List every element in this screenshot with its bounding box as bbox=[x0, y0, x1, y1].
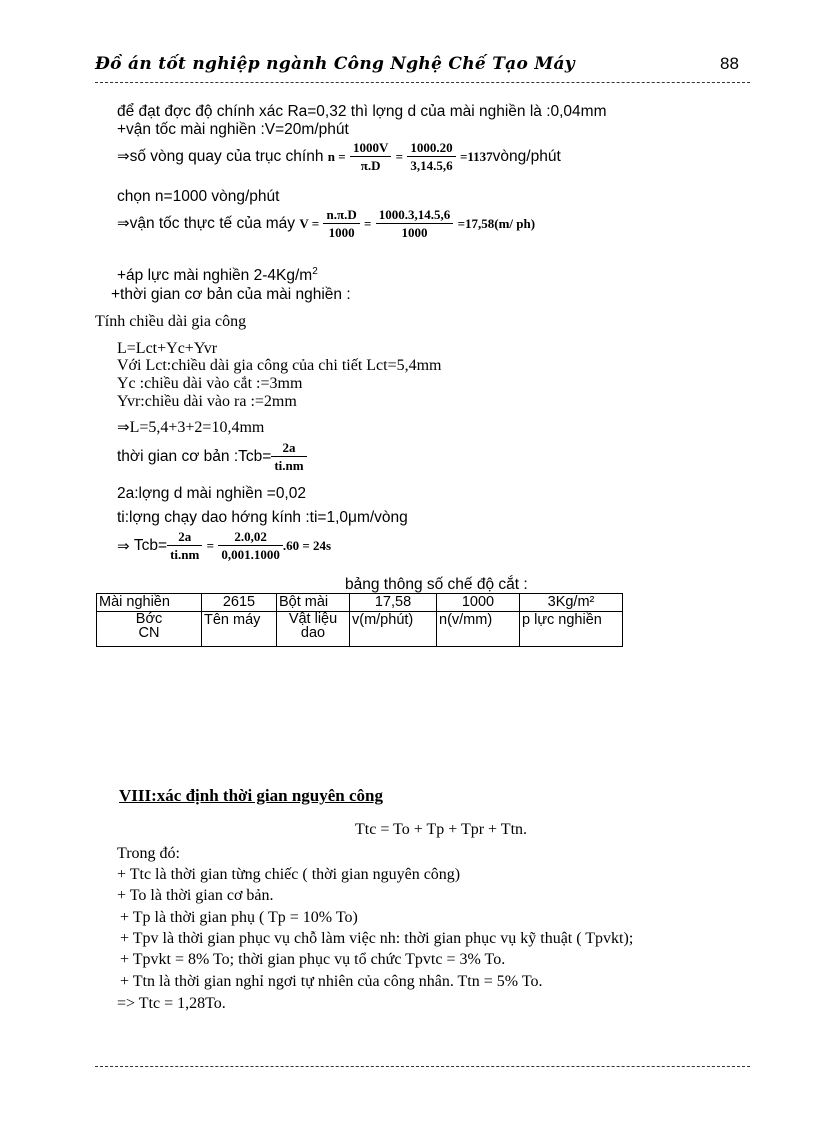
fraction-den: 3,14.5,6 bbox=[410, 158, 453, 173]
fraction-tcb-1 bbox=[167, 529, 202, 563]
table-cell: 2615 bbox=[202, 594, 277, 612]
table-cell: Bột mài bbox=[277, 594, 350, 612]
tcb-label: Tcb= bbox=[133, 537, 168, 554]
body-line-7: +thời gian cơ bản của mài nghiền : bbox=[111, 286, 351, 303]
rpm-formula bbox=[117, 140, 561, 174]
eq-n: n = bbox=[327, 149, 346, 164]
table-cell: 17,58 bbox=[350, 594, 437, 612]
table-cell: n(v/mm) bbox=[437, 612, 520, 647]
rpm-label: số vòng quay của trục chính bbox=[129, 148, 324, 166]
rpm-result: =1137 bbox=[459, 149, 493, 164]
rpm-unit: vòng/phút bbox=[492, 148, 561, 166]
implies-arrow-icon: ⇒ bbox=[117, 147, 130, 166]
section-line-1: + Ttc là thời gian từng chiếc ( thời gian nguyên công) bbox=[117, 866, 461, 883]
fraction-rpm-2 bbox=[407, 140, 455, 174]
fraction-tcb-2 bbox=[218, 529, 283, 563]
body-line-15: 2a:lợng d mài nghiền =0,02 bbox=[117, 485, 306, 502]
table-cell: 3Kg/m² bbox=[520, 594, 623, 612]
table-cell: Mài nghiền bbox=[97, 594, 202, 612]
fraction-den: ti.nm bbox=[170, 547, 200, 562]
speed-label: vận tốc thực tế của máy bbox=[129, 215, 296, 233]
fraction-num: 1000.20 bbox=[407, 140, 455, 157]
table-cell: p lực nghiền bbox=[520, 612, 623, 647]
table-row bbox=[97, 612, 623, 647]
fraction-den: 1000 bbox=[328, 225, 355, 240]
implies-arrow-icon: ⇒ bbox=[117, 537, 130, 555]
eq-sign: = bbox=[395, 149, 404, 164]
tcb-result: .60 = 24s bbox=[282, 538, 332, 553]
implies-arrow-icon: ⇒ bbox=[117, 214, 130, 233]
pressure-text: +áp lực mài nghiền 2-4Kg/m bbox=[117, 267, 313, 285]
table-row bbox=[97, 594, 623, 612]
basic-time-label: thời gian cơ bản :Tcb= bbox=[117, 448, 272, 465]
eq-v: V = bbox=[299, 216, 320, 231]
body-line-9: L=Lct+Yc+Yvr bbox=[117, 340, 218, 357]
table-cell: Vật liệu dao bbox=[277, 612, 350, 647]
table-cell: v(m/phút) bbox=[350, 612, 437, 647]
table-caption: bảng thông số chế độ cắt : bbox=[345, 576, 528, 593]
fraction-den: 1000 bbox=[401, 225, 428, 240]
header-divider bbox=[95, 82, 750, 83]
speed-formula bbox=[117, 207, 535, 241]
header-title: Đồ án tốt nghiệp ngành Công Nghệ Chế Tạo Máy bbox=[95, 54, 575, 74]
fraction-speed-2 bbox=[376, 207, 454, 241]
time-formula: Ttc = To + Tp + Tpr + Ttn. bbox=[355, 821, 528, 838]
fraction-num: 1000.3,14.5,6 bbox=[376, 207, 454, 224]
section-line-5: + Tpvkt = 8% To; thời gian phục vụ tổ chức Tpvtc = 3% To. bbox=[120, 951, 506, 968]
section-line-7: => Ttc = 1,28To. bbox=[117, 995, 226, 1012]
fraction-num: 2.0,02 bbox=[218, 529, 283, 546]
fraction-basic-time bbox=[271, 440, 306, 474]
fraction-speed-1 bbox=[323, 207, 359, 241]
body-line-11: Yc :chiều dài vào cắt :=3mm bbox=[117, 375, 303, 392]
body-line-16: ti:lợng chạy dao hớng kính :ti=1,0μm/vòng bbox=[117, 509, 408, 526]
section-title: VIII:xác định thời gian nguyên công bbox=[119, 786, 384, 805]
basic-time-formula bbox=[117, 440, 307, 474]
body-line-2: +vận tốc mài nghiền :V=20m/phút bbox=[117, 121, 349, 138]
page-number: 88 bbox=[720, 54, 739, 73]
body-line-6 bbox=[117, 266, 318, 285]
section-line-6: + Ttn là thời gian nghỉ ngơi tự nhiên của công nhân. Ttn = 5% To. bbox=[120, 973, 543, 990]
eq-sign: = bbox=[364, 216, 372, 231]
section-line-4: + Tpv là thời gian phục vụ chỗ làm việc nh: thời gian phục vụ kỹ thuật ( Tpvkt); bbox=[120, 930, 634, 947]
body-line-1: để đạt đợc độ chính xác Ra=0,32 thì lợng d của mài nghiền là :0,04mm bbox=[117, 103, 607, 120]
table-cell: 1000 bbox=[437, 594, 520, 612]
fraction-num: 1000V bbox=[350, 140, 391, 157]
section-line-0: Trong đó: bbox=[117, 845, 180, 862]
fraction-rpm-1 bbox=[350, 140, 391, 174]
body-line-13 bbox=[117, 418, 264, 437]
speed-result: =17,58(m/ ph) bbox=[457, 216, 536, 231]
fraction-den: π.D bbox=[360, 158, 381, 173]
body-line-10: Với Lct:chiều dài gia công của chi tiết Lct=5,4mm bbox=[117, 357, 442, 374]
fraction-num: 2a bbox=[167, 529, 202, 546]
footer-divider bbox=[95, 1066, 750, 1067]
implies-arrow-icon: ⇒ bbox=[117, 418, 130, 436]
fraction-den: ti.nm bbox=[274, 458, 304, 473]
tcb-formula bbox=[117, 529, 331, 563]
cutting-params-table bbox=[96, 593, 623, 647]
body-line-4: chọn n=1000 vòng/phút bbox=[117, 188, 280, 205]
body-line-12: Yvr:chiều dài vào ra :=2mm bbox=[117, 393, 297, 410]
body-line-8: Tính chiều dài gia công bbox=[95, 313, 247, 330]
fraction-num: n.π.D bbox=[323, 207, 359, 224]
table-cell: Tên máy bbox=[202, 612, 277, 647]
section-line-2: + To là thời gian cơ bản. bbox=[117, 887, 274, 904]
fraction-den: 0,001.1000 bbox=[221, 547, 280, 562]
fraction-num: 2a bbox=[271, 440, 306, 457]
table-cell: Bớc CN bbox=[97, 612, 202, 647]
eq-sign: = bbox=[206, 538, 215, 553]
length-result: L=5,4+3+2=10,4mm bbox=[129, 419, 265, 436]
section-line-3: + Tp là thời gian phụ ( Tp = 10% To) bbox=[120, 909, 358, 926]
pressure-sup: 2 bbox=[312, 266, 318, 277]
